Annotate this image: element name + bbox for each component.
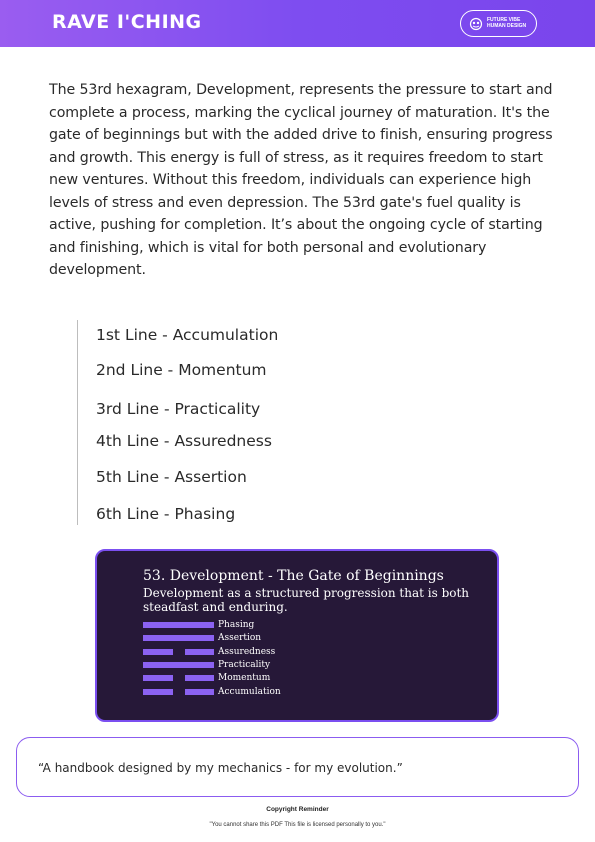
logo-badge[interactable] <box>460 10 537 37</box>
quote-box <box>16 737 579 797</box>
copyright-title: Copyright Reminder <box>266 806 329 813</box>
lines-list <box>77 320 378 525</box>
hexagram-line <box>143 635 393 643</box>
brain-icon <box>469 17 483 36</box>
gate-title: 53. Development - The Gate of Beginnings <box>143 568 444 584</box>
hexagram-line <box>143 675 393 683</box>
hexagram-line-label: Phasing <box>218 620 255 630</box>
gate-card <box>95 549 499 722</box>
quote-text: “A handbook designed by my mechanics - for my evolution.” <box>38 761 403 775</box>
hexagram-line-label: Assertion <box>218 633 262 644</box>
copyright-note: "You cannot share this PDF This file is licensed personally to you." <box>209 822 386 828</box>
brand-title: RAVE I'CHING <box>52 11 202 33</box>
hexagram-bar-broken <box>185 649 214 655</box>
hexagram-line-label: Assuredness <box>218 646 276 657</box>
line-item-6: 6th Line - Phasing <box>96 505 236 523</box>
line-item-1: 1st Line - Accumulation <box>96 326 279 344</box>
line-item-2: 2nd Line - Momentum <box>96 361 267 379</box>
hexagram-diagram <box>143 622 393 702</box>
header-bar <box>0 0 595 47</box>
hexagram-bar-broken <box>185 675 214 681</box>
hexagram-bar-solid <box>143 635 214 641</box>
line-item-4: 4th Line - Assuredness <box>96 432 272 450</box>
line-item-3: 3rd Line - Practicality <box>96 400 261 418</box>
hexagram-line <box>143 622 393 630</box>
hexagram-bar-broken <box>143 675 173 681</box>
hexagram-line <box>143 646 393 657</box>
hexagram-line-label: Practicality <box>218 659 271 670</box>
hexagram-bar-broken <box>143 689 173 695</box>
hexagram-bar-solid <box>143 662 214 668</box>
hexagram-bar-broken <box>143 649 173 655</box>
line-item-5: 5th Line - Assertion <box>96 468 247 486</box>
gate-subtitle: Development as a structured progression that is both steadfast and enduring. <box>143 586 470 614</box>
logo-text: FUTURE VIBE HUMAN DESIGN <box>487 17 527 29</box>
intro-paragraph: The 53rd hexagram, Development, represents the pressure to start and complete a process, marking the cyclical journey of maturation. It's the gate of beginnings but with the added drive to finish, ensuring progress and growth. This energy is full of stress, as it requires freedom to start new ventures. Without this freedom, individuals can experience high levels of stress and even depression. The 53rd gate's fuel quality is active, pushing for completion. It’s about the ongoing cycle of starting and finishing, which is vital for both personal and evolutionary development. <box>49 82 553 278</box>
hexagram-line <box>143 686 393 697</box>
hexagram-bar-broken <box>185 689 214 695</box>
hexagram-line-label: Accumulation <box>218 686 281 697</box>
hexagram-line <box>143 659 393 670</box>
hexagram-bar-solid <box>143 622 214 628</box>
hexagram-line-label: Momentum <box>218 673 271 684</box>
